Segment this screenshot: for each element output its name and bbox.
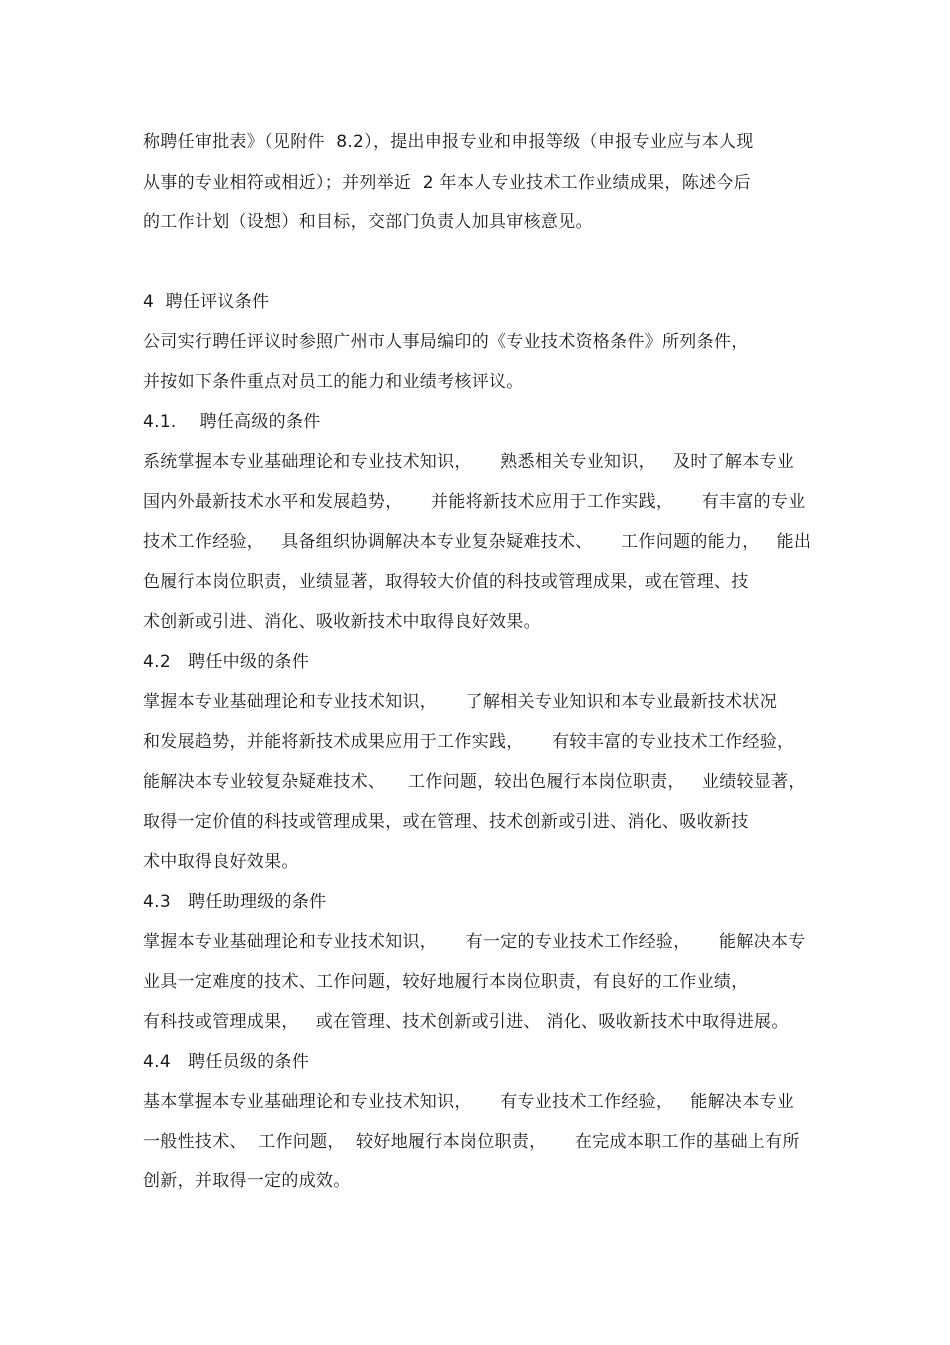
paragraph-line: 基本掌握本专业基础理论和专业技术知识， 有专业技术工作经验， 能解决本专业 (143, 1092, 795, 1112)
paragraph-line: 从事的专业相符或相近）；并列举近 2 年本人专业技术工作业绩成果，陈述今后 (143, 173, 751, 193)
paragraph-line: 系统掌握本专业基础理论和专业技术知识， 熟悉相关专业知识， 及时了解本专业 (143, 452, 795, 472)
paragraph-line: 有科技或管理成果， 或在管理、技术创新或引进、 消化、吸收新技术中取得进展。 (143, 1012, 789, 1032)
paragraph-line: 创新，并取得一定的成效。 (143, 1171, 351, 1191)
paragraph-line: 称聘任审批表》（见附件 8.2），提出申报专业和申报等级（申报专业应与本人现 (143, 132, 754, 152)
paragraph-line: 掌握本专业基础理论和专业技术知识， 有一定的专业技术工作经验， 能解决本专 (143, 932, 806, 952)
subsection-heading: 4.1. 聘任高级的条件 (143, 412, 321, 432)
section-heading: 4 聘任评议条件 (143, 292, 270, 312)
subsection-heading: 4.4 聘任员级的条件 (143, 1052, 310, 1072)
paragraph-line: 一般性技术、 工作问题， 较好地履行本岗位职责， 在完成本职工作的基础上有所 (143, 1132, 800, 1152)
subsection-heading: 4.2 聘任中级的条件 (143, 652, 310, 672)
paragraph-line: 国内外最新技术水平和发展趋势， 并能将新技术应用于工作实践， 有丰富的专业 (143, 492, 806, 512)
paragraph-line: 取得一定价值的科技或管理成果，或在管理、技术创新或引进、消化、吸收新技 (143, 812, 749, 832)
paragraph-line: 公司实行聘任评议时参照广州市人事局编印的《专业技术资格条件》所列条件， (143, 332, 749, 352)
paragraph-line: 掌握本专业基础理论和专业技术知识， 了解相关专业知识和本专业最新技术状况 (143, 692, 778, 712)
paragraph-line: 色履行本岗位职责，业绩显著，取得较大价值的科技或管理成果，或在管理、技 (143, 572, 749, 592)
paragraph-line: 能解决本专业较复杂疑难技术、 工作问题，较出色履行本岗位职责， 业绩较显著， (143, 772, 806, 792)
paragraph-line: 术中取得良好效果。 (143, 852, 299, 872)
paragraph-line: 的工作计划（设想）和目标，交部门负责人加具审核意见。 (143, 212, 593, 232)
paragraph-line: 和发展趋势，并能将新技术成果应用于工作实践， 有较丰富的专业技术工作经验， (143, 732, 795, 752)
paragraph-line: 技术工作经验， 具备组织协调解决本专业复杂疑难技术、 工作问题的能力， 能出 (143, 532, 812, 552)
paragraph-line: 业具一定难度的技术、工作问题，较好地履行本岗位职责，有良好的工作业绩， (143, 972, 749, 992)
paragraph-line: 术创新或引进、消化、吸收新技术中取得良好效果。 (143, 612, 541, 632)
paragraph-line: 并按如下条件重点对员工的能力和业绩考核评议。 (143, 372, 524, 392)
subsection-heading: 4.3 聘任助理级的条件 (143, 892, 327, 912)
